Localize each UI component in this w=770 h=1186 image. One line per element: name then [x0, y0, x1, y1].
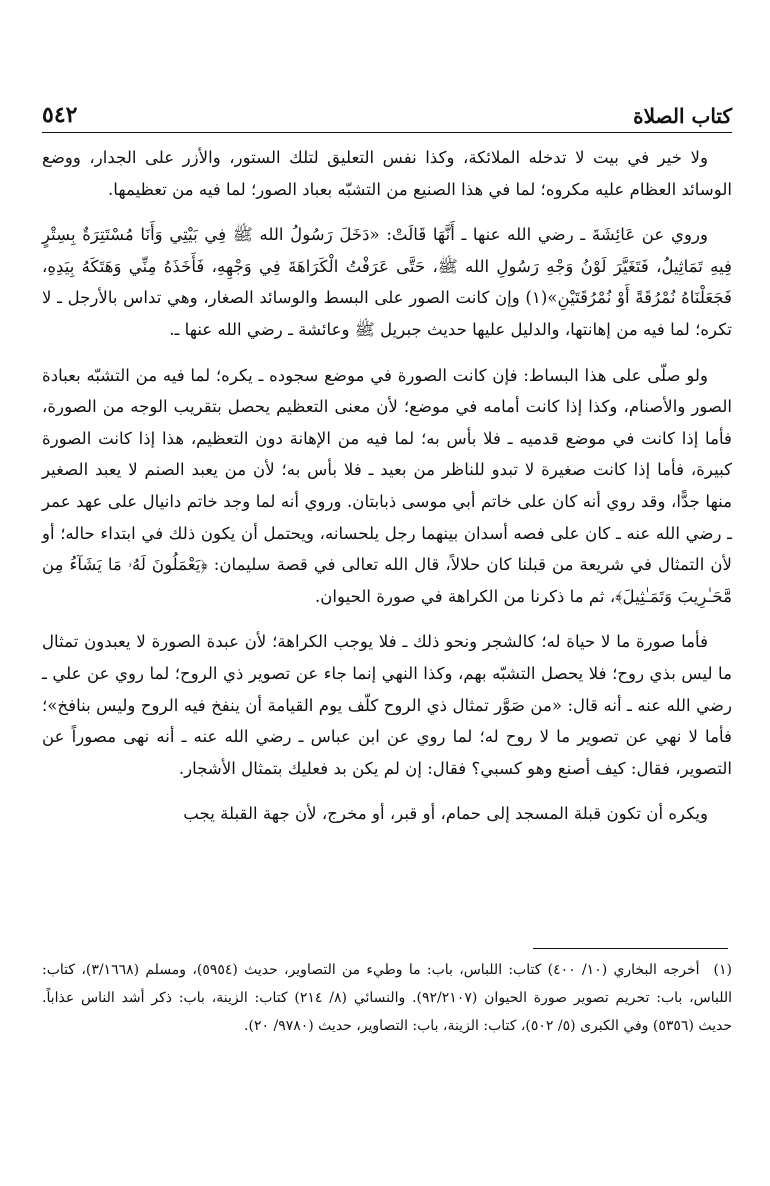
page-number: ٥٤٢: [42, 102, 78, 128]
footnote-marker: (١): [713, 962, 733, 978]
footnote-1: [42, 956, 732, 1040]
footnotes: [42, 956, 732, 1040]
paragraph-1: ولا خير في بيت لا تدخله الملائكة، وكذا نفس التعليق لتلك الستور، والأزر على الجدار، ووضع الوسائد العظام عليه مكروه؛ لما في هذا الصنيع من التشبّه بعباد الصور؛ لما فيه من تعظيمها.: [42, 148, 732, 199]
footnote-divider: [533, 948, 728, 949]
paragraph-4: فأما صورة ما لا حياة له؛ كالشجر ونحو ذلك ـ فلا يوجب الكراهة؛ لأن عبدة الصورة لا يعبدون تمثال ما ليس بذي روح؛ فلا يحصل التشبّه بهم، وكذا النهي إنما جاء عن تصوير ذي الروح؛ لما روي عن علي ـ رضي الله عنه ـ أنه قال: «من صَوَّر تمثال ذي الروح كلّف يوم القيامة أن ينفخ فيه الروح وليس بنافخ»؛ فأما لا نهي عن تصوير ما لا روح له؛ لما روي عن ابن عباس ـ رضي الله عنه ـ أنه نهى مصوراً عن التصوير، فقال: كيف أصنع وهو كسبي؟ فقال: إن لم يكن بد فعليك بتمثال الأشجار.: [42, 632, 732, 778]
header-divider: [42, 132, 732, 133]
paragraph-3: ولو صلّى على هذا البساط: فإن كانت الصورة في موضع سجوده ـ يكره؛ لما فيه من التشبّه بعبادة الصور والأصنام، وكذا إذا كانت أمامه في موضع؛ لأن معنى التعظيم يحصل بتقريب الوجه من الصورة، فأما إذا كانت في موضع قدميه ـ فلا بأس به؛ لما فيه من الإهانة دون التعظيم، هذا إذا كانت الصورة كبيرة، فأما إذا كانت صغيرة لا تبدو للناظر من بعيد ـ فلا بأس به؛ لأن من يعبد الصنم لا يعبد الصغير منها جدًّا، وقد روي أنه كان على خاتم أبي موسى ذبابتان. وروي أنه لما وجد خاتم دانيال على عهد عمر ـ رضي الله عنه ـ كان على فصه أسدان بينهما رجل يلحسانه، ويحتمل أن يكون ذلك في ابتداء حاله؛ أو لأن التمثال في شريعة من قبلنا كان حلالاً، قال الله تعالى في قصة سليمان: ﴿يَعْمَلُونَ لَهُۥ مَا يَشَآءُ مِن مَّحَـٰرِيبَ وَتَمَـٰثِيلَ﴾، ثم ما ذكرنا من الكراهة في صورة الحيوان.: [42, 365, 732, 606]
paragraph-5: ويكره أن تكون قبلة المسجد إلى حمام، أو قبر، أو مخرج، لأن جهة القبلة يجب: [183, 804, 708, 824]
page-header: [42, 88, 732, 128]
chapter-title: كتاب الصلاة: [633, 104, 732, 128]
main-text: [42, 142, 732, 844]
paragraph-2: وروي عن عَائِشَةَ ـ رضي الله عنها ـ أَنَّهَا قَالَتْ: «دَخَلَ رَسُولُ الله ﷺ فِي بَيْتِي وَأَنَا مُسْتَتِرَةٌ بِسِتْرٍ فِيهِ تَمَاثِيلُ، فَتَغَيَّرَ لَوْنُ وَجْهِ رَسُولِ الله ﷺ، حَتَّى عَرَفْتُ الْكَرَاهَةَ فِي وَجْهِهِ، فَأَخَذَهُ مِنِّي وَهَتَكَهُ بِيَدِهِ، فَجَعَلْنَاهُ نُمْرُقَةً أَوْ نُمْرُقَتَيْنِ»(١) وإن كانت الصور على البسط والوسائد الصغار، وهي تداس بالأرجل ـ لا تكره؛ لما فيه من إهانتها، والدليل عليها حديث جبريل ﷺ وعائشة ـ رضي الله عنها ـ.: [42, 225, 732, 339]
footnote-text: أخرجه البخاري (١٠/ ٤٠٠) كتاب: اللباس، باب: ما وطيء من التصاوير، حديث (٥٩٥٤)، ومسلم (٣/١٦٦٨)، كتاب: اللباس، باب: تحريم تصوير صورة الحيوان (٩٢/٢١٠٧). والنسائي (٨/ ٢١٤) كتاب: الزينة، باب: ذكر أشد الناس عذاباً. حديث (٥٣٥٦) وفي الكبرى (٥/ ٥٠٢)، كتاب: الزينة، باب: التصاوير، حديث (٩٧٨٠/ ٢٠).: [42, 962, 732, 1034]
